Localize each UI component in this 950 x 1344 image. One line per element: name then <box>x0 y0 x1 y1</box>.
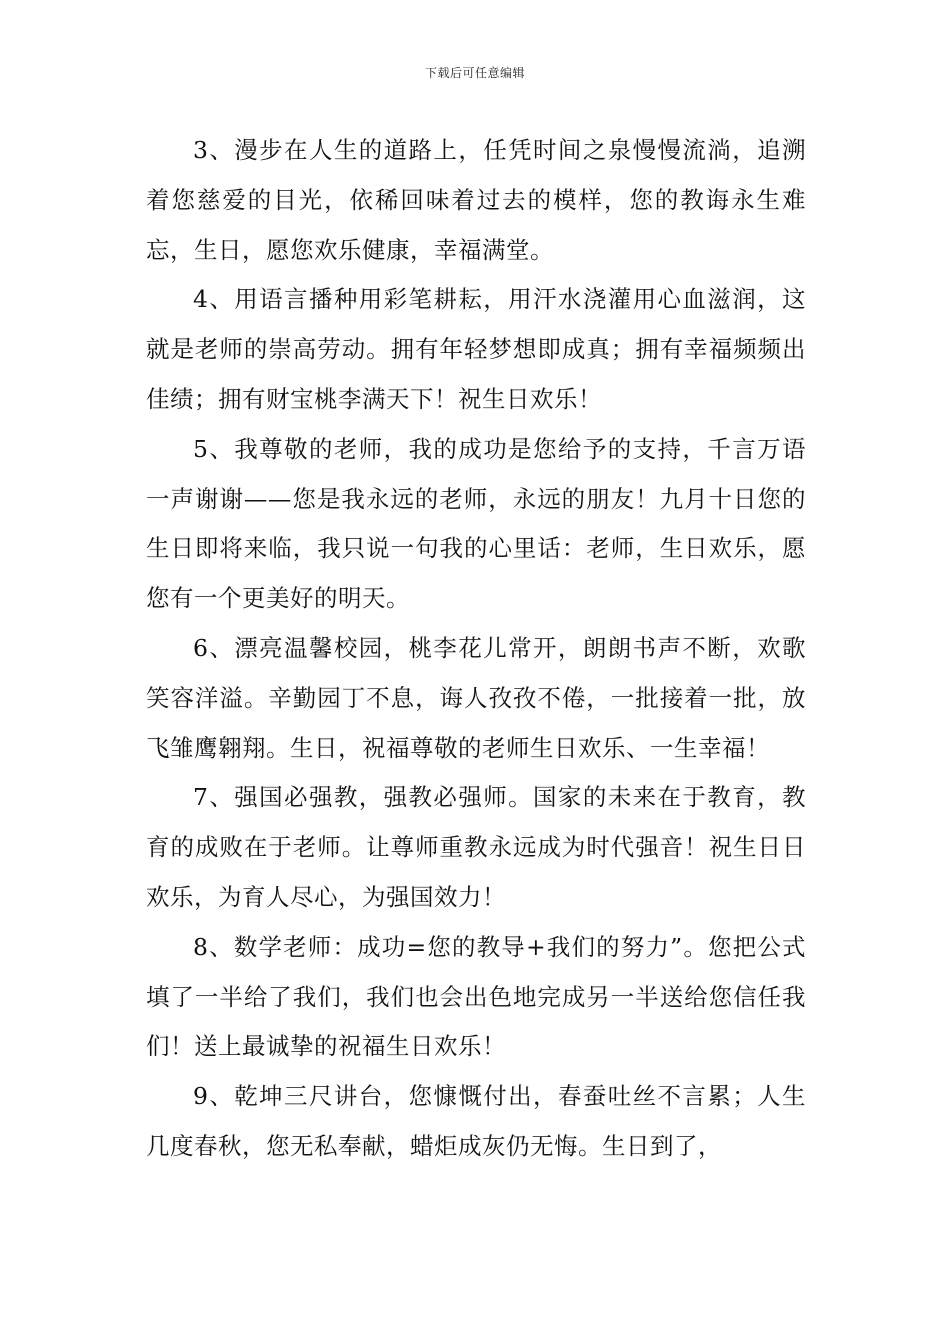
paragraph-3: 3、漫步在人生的道路上，任凭时间之泉慢慢流淌，追溯着您慈爱的目光，依稀回味着过去的模样，您的教诲永生难忘，生日，愿您欢乐健康，幸福满堂。 <box>146 136 806 264</box>
document-body <box>146 126 806 1172</box>
paragraph-8: 8、数学老师：成功=您的教导+我们的努力”。您把公式填了一半给了我们，我们也会出色地完成另一半送给您信任我们！送上最诚挚的祝福生日欢乐！ <box>146 932 806 1061</box>
paragraph-5: 5、我尊敬的老师，我的成功是您给予的支持，千言万语一声谢谢——您是我永远的老师，永远的朋友！九月十日您的生日即将来临，我只说一句我的心里话：老师，生日欢乐，愿您有一个更美好的明天。 <box>146 434 806 613</box>
paragraph-6: 6、漂亮温馨校园，桃李花儿常开，朗朗书声不断，欢歌笑容洋溢。辛勤园丁不息，诲人孜孜不倦，一批接着一批，放飞雏鹰翱翔。生日，祝福尊敬的老师生日欢乐、一生幸福！ <box>146 633 806 762</box>
paragraph-4: 4、用语言播种用彩笔耕耘，用汗水浇灌用心血滋润，这就是老师的崇高劳动。拥有年轻梦想即成真；拥有幸福频频出佳绩；拥有财宝桃李满天下！祝生日欢乐！ <box>146 285 806 413</box>
paragraph-9: 9、乾坤三尺讲台，您慷慨付出，春蚕吐丝不言累；人生几度春秋，您无私奉献，蜡炬成灰仍无悔。生日到了， <box>146 1082 806 1160</box>
paragraph-7: 7、强国必强教，强教必强师。国家的未来在于教育，教育的成败在于老师。让尊师重教永远成为时代强音！祝生日日欢乐，为育人尽心，为强国效力！ <box>146 783 806 911</box>
page-header-note: 下载后可任意编辑 <box>424 66 525 80</box>
